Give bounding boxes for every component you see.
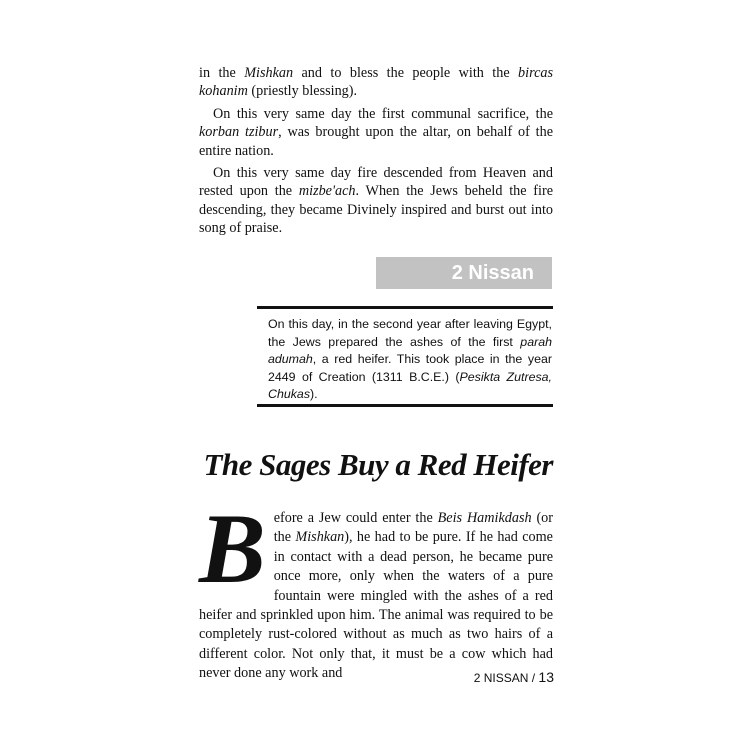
- text-run: , was brought upon the altar, on behalf of the entire nation.: [199, 124, 554, 159]
- note-top-rule: [257, 306, 553, 309]
- italic-term: mizbe'ach: [298, 183, 356, 200]
- historical-note: [268, 316, 552, 404]
- italic-term: parah adumah: [268, 334, 552, 367]
- date-heading: 2 Nissan: [376, 257, 552, 289]
- text-run: ).: [310, 387, 318, 402]
- running-footer-label: 2 NISSAN /: [473, 671, 539, 685]
- italic-term: Mishkan: [244, 65, 294, 81]
- text-run: On this very same day the first communal sacrifice, the: [213, 105, 553, 122]
- text-run: (priestly blessing).: [247, 83, 358, 100]
- drop-cap: B: [199, 493, 266, 604]
- intro-text: [199, 64, 553, 242]
- italic-term: Beis Hamikdash: [437, 510, 532, 526]
- intro-paragraph-1: [199, 64, 553, 101]
- italic-term: bircas kohanim: [199, 65, 553, 100]
- text-run: ), he had to be pure. If he had come in contact with a dead person, he became pure once more, only when the waters of a pure fountain were mingled with the ashes of a red heifer and sprinkled upon him. The animal was required to be completely rust-colored without as much as two hairs of a different color. Not only that, it must be a cow which had never done any work and: [199, 529, 553, 682]
- intro-paragraph-2: [199, 105, 553, 160]
- italic-term: Mishkan: [295, 529, 345, 546]
- intro-paragraph-3: [199, 164, 553, 238]
- text-run: (or the: [273, 510, 553, 546]
- text-run: , a red heifer. This took place in the year 2449 of Creation (1311 B.C.E.) (: [268, 352, 552, 384]
- text-run: efore a Jew could enter the: [273, 510, 438, 526]
- text-run: On this day, in the second year after leaving Egypt, the Jews prepared the ashes of the first: [268, 317, 552, 349]
- page-number: 13: [538, 669, 554, 685]
- story-body: [199, 493, 553, 684]
- text-run: . When the Jews beheld the fire descending, they became Divinely inspired and burst out into song of praise.: [199, 183, 553, 237]
- italic-term: korban tzibur: [199, 124, 279, 141]
- text-run: and to bless the people with the: [293, 65, 519, 81]
- source-citation: Pesikta Zutresa, Chukas: [268, 369, 552, 402]
- page-footer: [474, 668, 554, 687]
- text-run: On this very same day fire descended from Heaven and rested upon the: [199, 165, 553, 200]
- story-title: The Sages Buy a Red Heifer: [203, 447, 553, 482]
- text-run: in the: [199, 65, 245, 81]
- note-bottom-rule: [257, 404, 553, 407]
